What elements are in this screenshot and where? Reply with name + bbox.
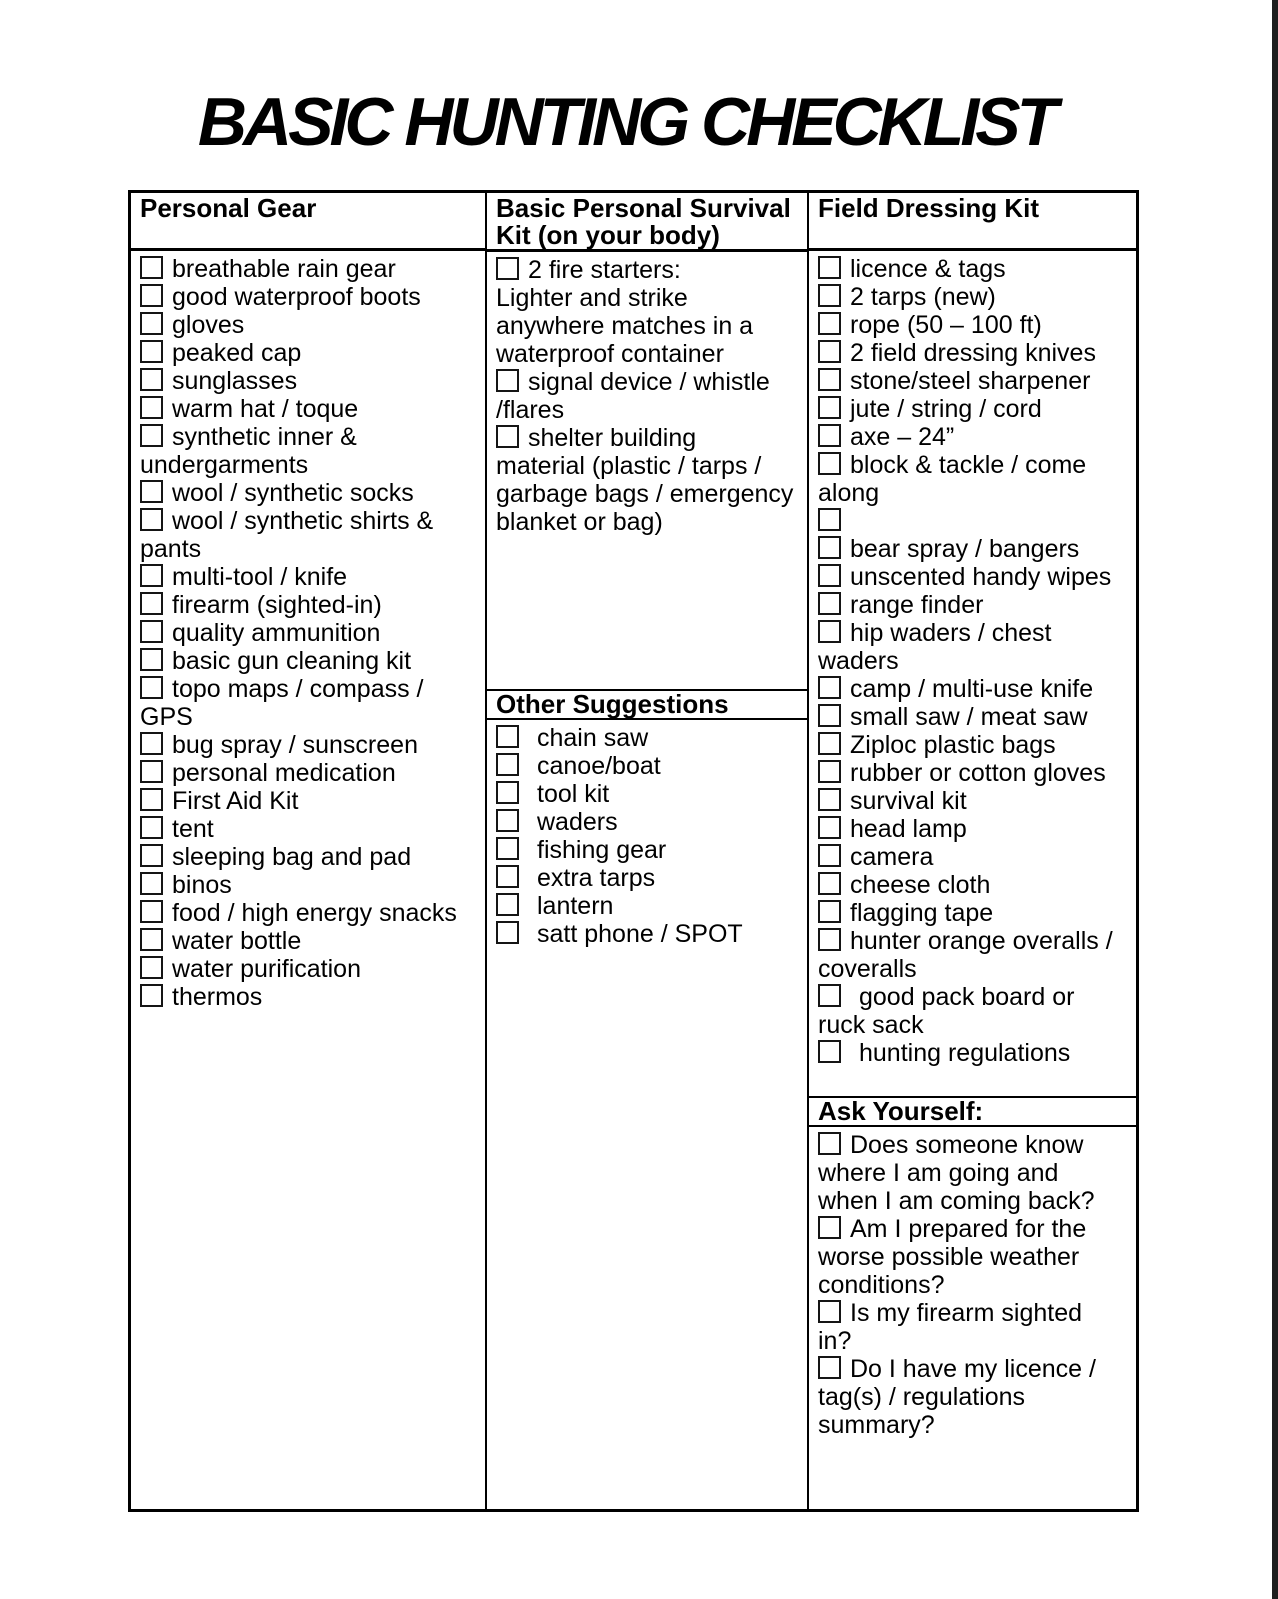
checklist-item	[140, 927, 483, 955]
item-label: topo maps / compass / GPS	[140, 675, 424, 731]
checklist-item	[140, 983, 483, 1011]
item-checkbox[interactable]	[140, 984, 163, 1007]
checklist-item	[818, 899, 1134, 927]
checklist-item	[818, 871, 1134, 899]
item-label: hunting regulations	[859, 1039, 1071, 1067]
item-checkbox[interactable]	[140, 648, 163, 671]
subheader-other-suggestions: Other Suggestions	[487, 689, 807, 720]
column-header-field-dressing-kit: Field Dressing Kit	[809, 193, 1136, 251]
item-checkbox[interactable]	[818, 788, 841, 811]
item-checkbox[interactable]	[140, 508, 163, 531]
checklist-item	[140, 283, 483, 311]
checklist-item	[818, 703, 1134, 731]
item-label: thermos	[172, 983, 263, 1011]
item-checkbox[interactable]	[140, 312, 163, 335]
item-label: Does someone know where I am going and when I am coming back?	[818, 1131, 1095, 1215]
checklist-item	[140, 843, 483, 871]
checklist-item	[140, 731, 483, 759]
item-label: stone/steel sharpener	[850, 367, 1091, 395]
item-checkbox[interactable]	[496, 837, 519, 860]
item-checkbox[interactable]	[818, 424, 841, 447]
item-checkbox[interactable]	[140, 368, 163, 391]
item-checkbox[interactable]	[140, 284, 163, 307]
checklist-item	[818, 843, 1134, 871]
item-label: fishing gear	[537, 836, 667, 864]
item-label: range finder	[850, 591, 984, 619]
subheader-ask-yourself: Ask Yourself:	[809, 1096, 1136, 1127]
checklist-item	[140, 759, 483, 787]
item-label: lantern	[537, 892, 614, 920]
item-checkbox[interactable]	[140, 256, 163, 279]
item-label: First Aid Kit	[172, 787, 299, 815]
item-checkbox[interactable]	[496, 781, 519, 804]
checklist-table	[128, 190, 1139, 1512]
checklist-item	[140, 787, 483, 815]
item-checkbox[interactable]	[140, 592, 163, 615]
item-checkbox[interactable]	[140, 900, 163, 923]
item-checkbox[interactable]	[496, 425, 519, 448]
checklist-item	[140, 619, 483, 647]
item-checkbox[interactable]	[140, 480, 163, 503]
item-label: rope (50 – 100 ft)	[850, 311, 1042, 339]
item-label: personal medication	[172, 759, 396, 787]
item-label: 2 field dressing knives	[850, 339, 1096, 367]
checklist-item	[818, 619, 1134, 675]
item-label: gloves	[172, 311, 245, 339]
checklist-item	[140, 563, 483, 591]
item-label: satt phone / SPOT	[537, 920, 743, 948]
checklist-item	[140, 255, 483, 283]
item-checkbox[interactable]	[818, 452, 841, 475]
item-label: signal device / whistle /flares	[496, 368, 770, 424]
item-label: hip waders / chest waders	[818, 619, 1052, 675]
checklist-item	[818, 759, 1134, 787]
item-label: breathable rain gear	[172, 255, 396, 283]
section-other-suggestions-items	[487, 720, 807, 1509]
item-checkbox[interactable]	[818, 620, 841, 643]
item-label: Do I have my licence / tag(s) / regulations summary?	[818, 1355, 1096, 1439]
item-checkbox[interactable]	[140, 564, 163, 587]
item-checkbox[interactable]	[818, 368, 841, 391]
item-checkbox[interactable]	[818, 816, 841, 839]
item-label: small saw / meat saw	[850, 703, 1088, 731]
item-checkbox[interactable]	[818, 984, 841, 1007]
checklist-item	[496, 752, 805, 780]
item-checkbox[interactable]	[140, 928, 163, 951]
item-label: tool kit	[537, 780, 610, 808]
item-label: firearm (sighted-in)	[172, 591, 382, 619]
item-checkbox[interactable]	[140, 340, 163, 363]
checklist-item	[818, 255, 1134, 283]
item-label: licence & tags	[850, 255, 1006, 283]
item-label: head lamp	[850, 815, 967, 843]
checklist-item	[818, 927, 1134, 983]
column-header-personal-gear: Personal Gear	[131, 193, 485, 251]
checklist-item	[818, 563, 1134, 591]
item-checkbox[interactable]	[818, 760, 841, 783]
item-label: basic gun cleaning kit	[172, 647, 412, 675]
item-label: water purification	[172, 955, 361, 983]
item-checkbox[interactable]	[818, 928, 841, 951]
item-label: canoe/boat	[537, 752, 661, 780]
checklist-item	[140, 479, 483, 507]
item-checkbox[interactable]	[140, 816, 163, 839]
checklist-item	[818, 507, 1134, 535]
checklist-item	[818, 1131, 1134, 1215]
item-checkbox[interactable]	[496, 725, 519, 748]
item-label: cheese cloth	[850, 871, 991, 899]
checklist-item	[140, 675, 483, 731]
item-checkbox[interactable]	[818, 704, 841, 727]
item-label: tent	[172, 815, 214, 843]
item-checkbox[interactable]	[496, 809, 519, 832]
checklist-item	[140, 423, 483, 479]
checklist-item	[818, 815, 1134, 843]
item-label: wool / synthetic shirts & pants	[140, 507, 434, 563]
item-checkbox[interactable]	[818, 564, 841, 587]
checklist-item	[818, 395, 1134, 423]
checklist-item	[818, 675, 1134, 703]
item-label: food / high energy snacks	[172, 899, 457, 927]
column-field-dressing-kit	[809, 193, 1136, 1509]
checklist-item	[140, 871, 483, 899]
column-personal-gear	[131, 193, 487, 1509]
checklist-item	[818, 1355, 1134, 1439]
checklist-item	[818, 1215, 1134, 1299]
item-checkbox[interactable]	[818, 396, 841, 419]
item-checkbox[interactable]	[818, 872, 841, 895]
item-label: rubber or cotton gloves	[850, 759, 1106, 787]
item-checkbox[interactable]	[818, 508, 841, 531]
item-checkbox[interactable]	[496, 369, 519, 392]
checklist-item	[818, 311, 1134, 339]
item-label: jute / string / cord	[850, 395, 1042, 423]
item-checkbox[interactable]	[818, 1132, 841, 1155]
item-checkbox[interactable]	[818, 1040, 841, 1063]
checklist-item	[818, 423, 1134, 451]
checklist-item	[818, 367, 1134, 395]
section-ask-yourself-items	[809, 1127, 1136, 1509]
item-checkbox[interactable]	[496, 921, 519, 944]
checklist-item	[818, 535, 1134, 563]
item-checkbox[interactable]	[140, 424, 163, 447]
checklist-item	[818, 339, 1134, 367]
item-label: Am I prepared for the worse possible weather conditions?	[818, 1215, 1087, 1299]
item-label: multi-tool / knife	[172, 563, 348, 591]
item-label: binos	[172, 871, 232, 899]
checklist-item	[496, 424, 805, 536]
item-label: chain saw	[537, 724, 649, 752]
item-label: survival kit	[850, 787, 967, 815]
checklist-item	[818, 1039, 1134, 1067]
item-checkbox[interactable]	[818, 676, 841, 699]
item-checkbox[interactable]	[140, 956, 163, 979]
item-label: warm hat / toque	[172, 395, 359, 423]
item-checkbox[interactable]	[140, 788, 163, 811]
item-checkbox[interactable]	[818, 340, 841, 363]
item-checkbox[interactable]	[496, 865, 519, 888]
column-header-survival-kit: Basic Personal Survival Kit (on your body)	[487, 193, 807, 252]
checklist-item	[140, 647, 483, 675]
item-checkbox[interactable]	[818, 900, 841, 923]
item-checkbox[interactable]	[818, 1356, 841, 1379]
item-label: quality ammunition	[172, 619, 381, 647]
checklist-item	[818, 1299, 1134, 1355]
item-label: synthetic inner & undergarments	[140, 423, 357, 479]
item-checkbox[interactable]	[818, 844, 841, 867]
item-label: axe – 24”	[850, 423, 955, 451]
checklist-item	[140, 899, 483, 927]
item-checkbox[interactable]	[496, 753, 519, 776]
item-label: 2 tarps (new)	[850, 283, 996, 311]
item-checkbox[interactable]	[818, 1216, 841, 1239]
checklist-item	[140, 339, 483, 367]
item-label: wool / synthetic socks	[172, 479, 414, 507]
item-label: hunter orange overalls / coveralls	[818, 927, 1113, 983]
section-field-dressing-items	[809, 251, 1136, 1096]
item-checkbox[interactable]	[140, 760, 163, 783]
checklist-item	[818, 983, 1134, 1039]
item-checkbox[interactable]	[496, 257, 519, 280]
item-label: Is my firearm sighted in?	[818, 1299, 1083, 1355]
item-label: good waterproof boots	[172, 283, 421, 311]
item-label: bear spray / bangers	[850, 535, 1080, 563]
item-checkbox[interactable]	[818, 536, 841, 559]
checklist-item	[496, 836, 805, 864]
item-label: bug spray / sunscreen	[172, 731, 418, 759]
checklist-item	[496, 892, 805, 920]
checklist-item	[140, 591, 483, 619]
checklist-item	[140, 395, 483, 423]
checklist-item	[496, 780, 805, 808]
section-personal-gear-items	[131, 251, 485, 1011]
item-checkbox[interactable]	[140, 396, 163, 419]
item-label: extra tarps	[537, 864, 656, 892]
item-checkbox[interactable]	[140, 676, 163, 699]
item-checkbox[interactable]	[818, 312, 841, 335]
checklist-item	[140, 815, 483, 843]
item-label: water bottle	[172, 927, 302, 955]
checklist-item	[818, 283, 1134, 311]
item-checkbox[interactable]	[818, 732, 841, 755]
item-label: Ziploc plastic bags	[850, 731, 1056, 759]
item-checkbox[interactable]	[818, 1300, 841, 1323]
item-label: shelter building material (plastic / tarps / garbage bags / emergency blanket or bag)	[496, 424, 794, 536]
item-label: unscented handy wipes	[850, 563, 1112, 591]
column-survival-kit	[487, 193, 809, 1509]
item-checkbox[interactable]	[496, 893, 519, 916]
item-checkbox[interactable]	[818, 592, 841, 615]
checklist-item	[496, 808, 805, 836]
item-label: 2 fire starters: Lighter and strike anywhere matches in a waterproof container	[496, 256, 754, 368]
checklist-item	[140, 955, 483, 983]
item-label: flagging tape	[850, 899, 994, 927]
checklist-item	[140, 367, 483, 395]
item-checkbox[interactable]	[818, 284, 841, 307]
item-label: sunglasses	[172, 367, 298, 395]
checklist-item	[818, 731, 1134, 759]
section-survival-kit-items	[487, 252, 807, 689]
item-label: block & tackle / come along	[818, 451, 1087, 507]
checklist-item	[818, 591, 1134, 619]
checklist-item	[140, 507, 483, 563]
checklist-item	[496, 368, 805, 424]
item-label: peaked cap	[172, 339, 302, 367]
item-checkbox[interactable]	[140, 844, 163, 867]
checklist-item	[140, 311, 483, 339]
item-label: camera	[850, 843, 934, 871]
checklist-item	[496, 864, 805, 892]
checklist-item	[496, 256, 805, 368]
item-label: sleeping bag and pad	[172, 843, 412, 871]
checklist-item	[496, 920, 805, 948]
checklist-item	[818, 451, 1134, 507]
checklist-item	[496, 724, 805, 752]
item-checkbox[interactable]	[140, 732, 163, 755]
item-label: camp / multi-use knife	[850, 675, 1094, 703]
checklist-item	[818, 787, 1134, 815]
item-checkbox[interactable]	[818, 256, 841, 279]
item-label: waders	[537, 808, 618, 836]
item-checkbox[interactable]	[140, 620, 163, 643]
item-checkbox[interactable]	[140, 872, 163, 895]
page-title: BASIC HUNTING CHECKLIST	[197, 84, 1055, 160]
item-label: good pack board or ruck sack	[818, 983, 1075, 1039]
page-edge-shadow	[1272, 0, 1278, 1599]
